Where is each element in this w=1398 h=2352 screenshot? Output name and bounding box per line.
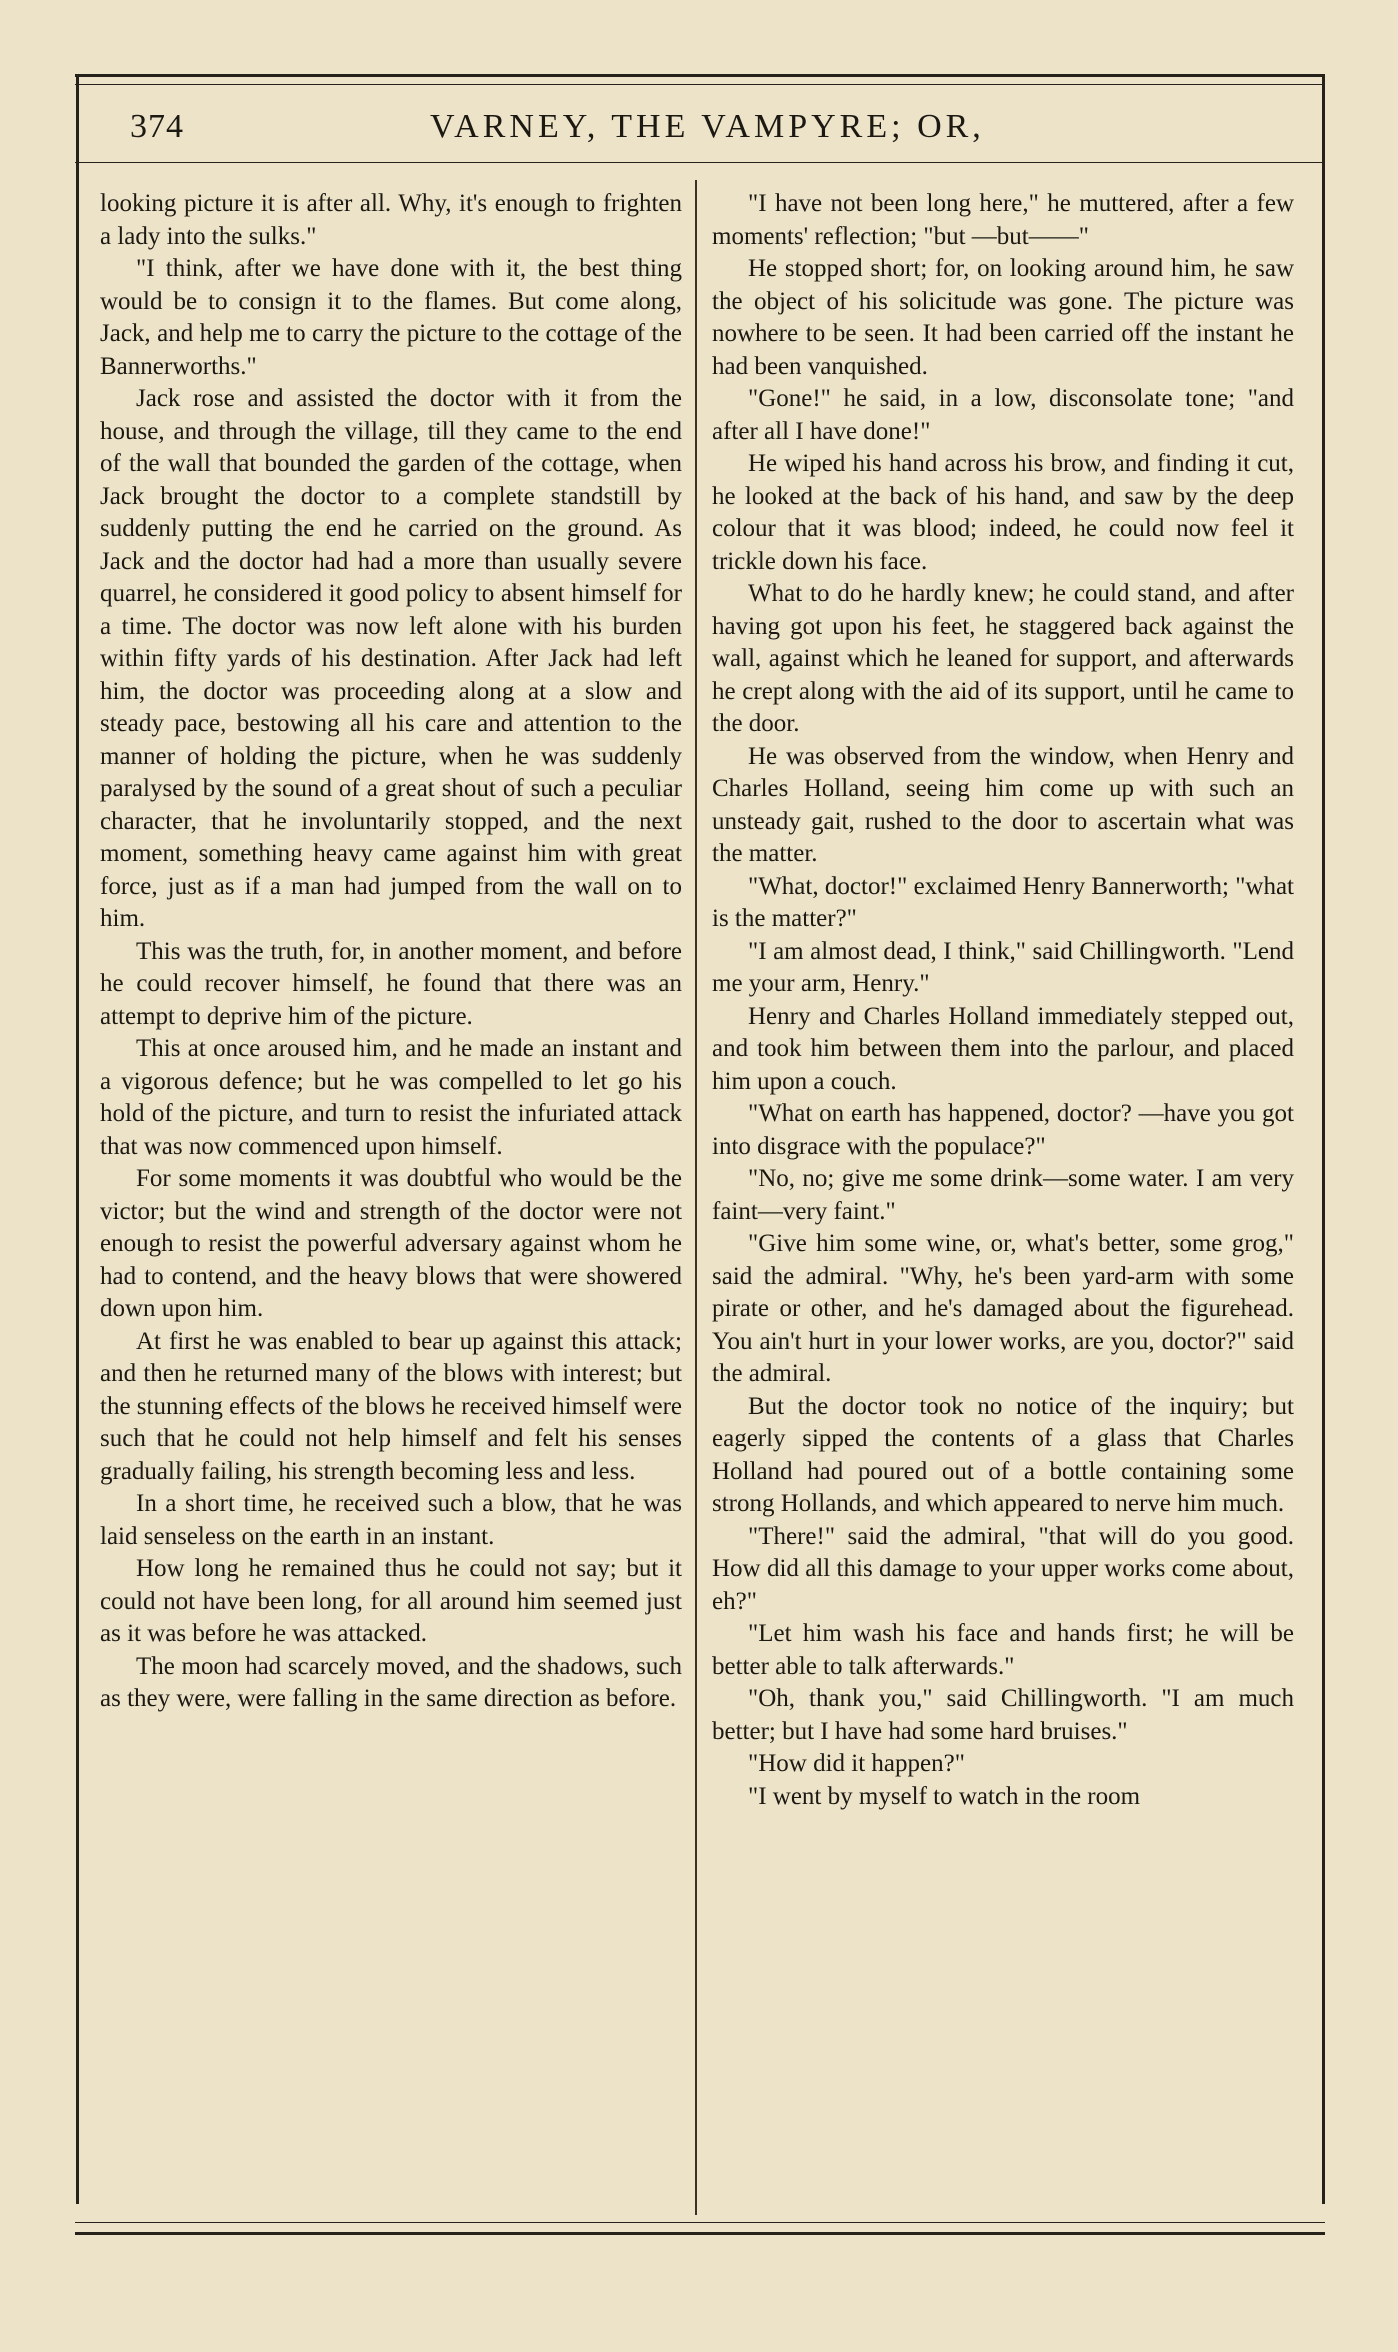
column-divider xyxy=(695,180,697,2215)
header-rule xyxy=(75,162,1325,163)
paragraph: "What on earth has happened, doctor? —have you got into disgrace with the populace?" xyxy=(712,1100,1294,1160)
page-header xyxy=(130,108,1290,156)
left-frame-rule xyxy=(76,74,79,2204)
paragraph: He wiped his hand across his brow, and finding it cut, he looked at the back of his hand, and saw by the deep colour that it was blood; indeed, he could now feel it trickle down his face. xyxy=(712,450,1294,575)
paragraph: "There!" said the admiral, "that will do you good. How did all this damage to your upper works come about, eh?" xyxy=(712,1522,1294,1615)
paragraph: "Gone!" he said, in a low, disconsolate tone; "and after all I have done!" xyxy=(712,385,1294,445)
right-frame-rule xyxy=(1322,74,1325,2204)
running-title: VARNEY, THE VAMPYRE; OR, xyxy=(430,108,985,145)
left-column xyxy=(100,188,682,1716)
paragraph: "Oh, thank you," said Chillingworth. "I am much better; but I have had some hard bruises." xyxy=(712,1685,1294,1745)
paragraph: "What, doctor!" exclaimed Henry Bannerworth; "what is the matter?" xyxy=(712,872,1294,932)
paragraph: "I have not been long here," he muttered, after a few moments' reflection; "but —but——" xyxy=(712,190,1294,250)
bottom-rule-thin xyxy=(75,2222,1325,2223)
paragraph: "I went by myself to watch in the room xyxy=(748,1782,1141,1810)
paragraph: The moon had scarcely moved, and the shadows, such as they were, were falling in the same direction as before. xyxy=(100,1652,682,1712)
paragraph: Henry and Charles Holland immediately stepped out, and took him between them into the parlour, and placed him upon a couch. xyxy=(712,1002,1294,1095)
page-number: 374 xyxy=(130,108,184,145)
paragraph: How long he remained thus he could not say; but it could not have been long, for all around him seemed just as it was before he was attacked. xyxy=(100,1555,682,1647)
paragraph: "Give him some wine, or, what's better, some grog," said the admiral. "Why, he's been yard-arm with some pirate or other, and he's damaged about the figurehead. You ain't hurt in your lower works, are you, doctor?" said the admiral. xyxy=(712,1230,1294,1387)
paragraph: "Let him wash his face and hands first; he will be better able to talk afterwards." xyxy=(712,1620,1294,1680)
paragraph: He stopped short; for, on looking around him, he saw the object of his solicitude was gone. The picture was nowhere to be seen. It had been carried off the instant he had been vanquished. xyxy=(712,255,1294,380)
paragraph: He was observed from the window, when Henry and Charles Holland, seeing him come up with such an unsteady gait, rushed to the door to ascertain what was the matter. xyxy=(712,742,1294,867)
paragraph: "I am almost dead, I think," said Chillingworth. "Lend me your arm, Henry." xyxy=(712,937,1294,997)
paragraph: At first he was enabled to bear up against this attack; and then he returned many of the blows with interest; but the stunning effects of the blows he received himself were such that he could not help himself and felt his senses gradually failing, his strength becoming less and less. xyxy=(100,1327,682,1485)
top-rule-thin xyxy=(75,84,1325,85)
top-rule-thick xyxy=(75,74,1325,77)
paragraph: But the doctor took no notice of the inquiry; but eagerly sipped the contents of a glass that Charles Holland had poured out of a bottle containing some strong Hollands, and which appeared to nerve him much. xyxy=(712,1392,1294,1517)
paragraph: looking picture it is after all. Why, it's enough to frighten a lady into the sulks." xyxy=(100,190,682,250)
paragraph: "I think, after we have done with it, the best thing would be to consign it to the flames. But come along, Jack, and help me to carry the picture to the cottage of the Bannerworths." xyxy=(100,255,682,380)
paragraph: In a short time, he received such a blow, that he was laid senseless on the earth in an instant. xyxy=(100,1490,682,1550)
paragraph: Jack rose and assisted the doctor with it from the house, and through the village, till they came to the end of the wall that bounded the garden of the cottage, when Jack brought the doctor to a complete standstill by suddenly putting the end he carried on the ground. As Jack and the doctor had had a more than usually severe quarrel, he considered it good policy to absent himself for a time. The doctor was now left alone with his burden within fifty yards of his destination. After Jack had left him, the doctor was proceeding along at a slow and steady pace, bestowing all his care and attention to the manner of holding the picture, when he was suddenly paralysed by the sound of a great shout of such a peculiar character, that he involuntarily stopped, and the next moment, something heavy came against him with great force, just as if a man had jumped from the wall on to him. xyxy=(100,385,682,932)
paragraph: For some moments it was doubtful who would be the victor; but the wind and strength of the doctor were not enough to resist the powerful adversary against whom he had to contend, and the heavy blows that were showered down upon him. xyxy=(100,1165,682,1322)
bottom-rule-thick xyxy=(75,2232,1325,2235)
paragraph: "No, no; give me some drink—some water. I am very faint—very faint." xyxy=(712,1165,1294,1225)
right-column xyxy=(712,188,1294,1813)
paragraph: This was the truth, for, in another moment, and before he could recover himself, he found that there was an attempt to deprive him of the picture. xyxy=(100,937,682,1030)
paragraph: "How did it happen?" xyxy=(748,1750,965,1777)
paragraph: What to do he hardly knew; he could stand, and after having got upon his feet, he staggered back against the wall, against which he leaned for support, and afterwards he crept along with the aid of its support, until he came to the door. xyxy=(712,580,1294,737)
paragraph: This at once aroused him, and he made an instant and a vigorous defence; but he was compelled to let go his hold of the picture, and turn to resist the infuriated attack that was now commenced upon himself. xyxy=(100,1035,682,1160)
